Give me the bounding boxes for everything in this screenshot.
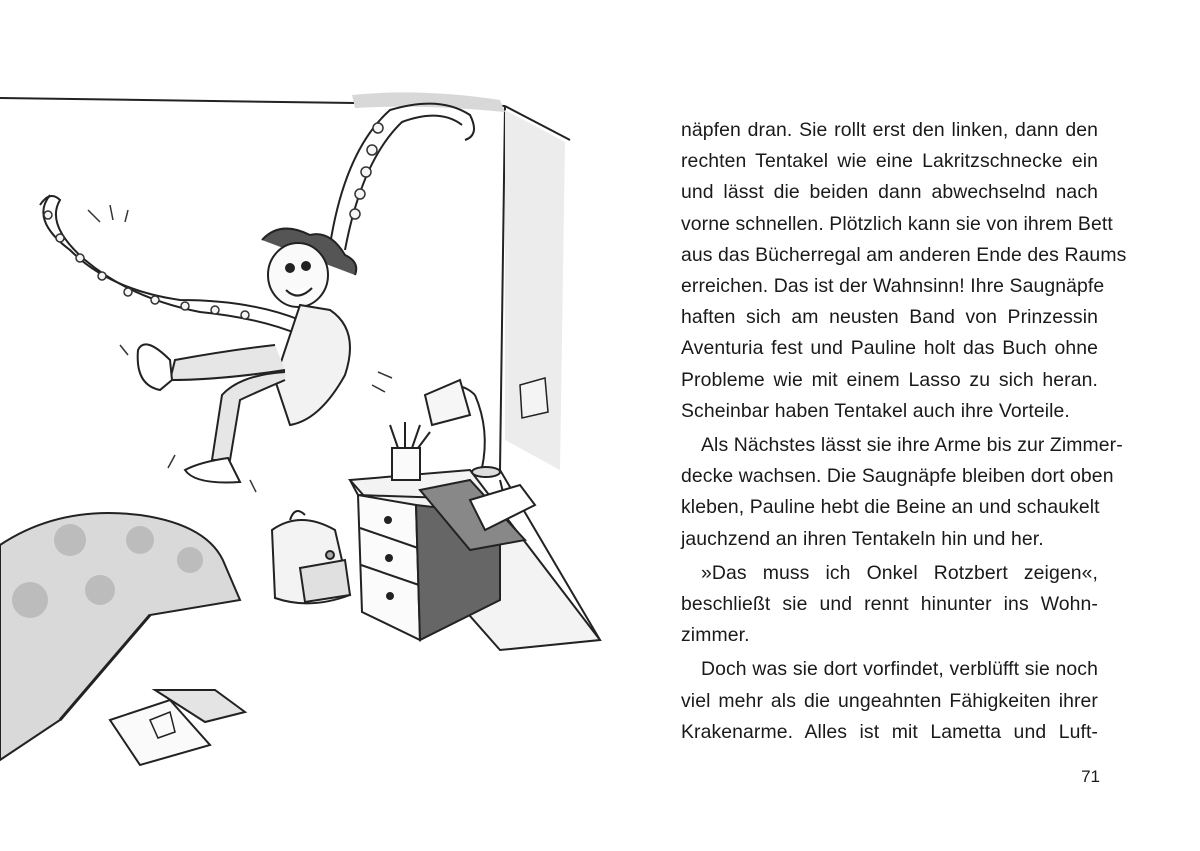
- text-line: Krakenarme. Alles ist mit Lametta und Luft-: [681, 720, 1098, 743]
- tentacle-ceiling: [330, 104, 474, 250]
- book-on-floor: [110, 690, 245, 765]
- paragraph-4: [681, 654, 1098, 748]
- text-line: Probleme wie mit einem Lasso zu sich heran.: [681, 368, 1098, 391]
- text-line: viel mehr als die ungeahnten Fähigkeiten ihrer: [681, 689, 1098, 712]
- text-line: und lässt die beiden dann abwechselnd nach: [681, 181, 1098, 204]
- text-line: Als Nächstes lässt sie ihre Arme bis zur Zimmer-: [701, 434, 1123, 457]
- text-line: jauchzend an ihren Tentakeln hin und her.: [681, 527, 1044, 550]
- text-line: Doch was sie dort vorfindet, verblüfft sie noch: [701, 658, 1098, 681]
- pencil-cup: [390, 422, 430, 480]
- suction-cups-left: [44, 211, 249, 319]
- paragraph-2: [681, 430, 1123, 555]
- backpack: [272, 511, 350, 603]
- text-line: zimmer.: [681, 624, 750, 647]
- paragraph-1: [681, 115, 1127, 427]
- text-line: decke wachsen. Die Saugnäpfe bleiben dort oben: [681, 465, 1114, 488]
- text-line: Aventuria fest und Pauline holt das Buch ohne: [681, 337, 1098, 360]
- text-line: aus das Bücherregal am anderen Ende des Raums: [681, 243, 1127, 266]
- illustration-girl-tentacles: [0, 70, 610, 770]
- text-line: rechten Tentakel wie eine Lakritzschnecke ein: [681, 150, 1098, 173]
- page-number: 71: [1081, 767, 1100, 786]
- text-line: beschließt sie und rennt hinunter ins Wohn-: [681, 593, 1098, 616]
- paragraph-3: [681, 558, 1098, 652]
- text-line: kleben, Pauline hebt die Beine an und schaukelt: [681, 496, 1100, 519]
- text-line: erreichen. Das ist der Wahnsinn! Ihre Saugnäpfe: [681, 275, 1105, 298]
- text-line: »Das muss ich Onkel Rotzbert zeigen«,: [701, 561, 1098, 584]
- text-line: haften sich am neusten Band von Prinzessin: [681, 306, 1098, 329]
- tentacle-left: [40, 195, 300, 335]
- body-text: [681, 112, 1127, 748]
- wall-note: [520, 378, 548, 418]
- text-line: näpfen dran. Sie rollt erst den linken, dann den: [681, 119, 1098, 141]
- girl-figure: [138, 229, 357, 483]
- desk: [350, 470, 600, 650]
- text-line: Scheinbar haben Tentakel auch ihre Vorteile.: [681, 399, 1070, 422]
- desk-lamp: [425, 380, 500, 477]
- text-line: vorne schnellen. Plötzlich kann sie von ihrem Bett: [681, 212, 1113, 235]
